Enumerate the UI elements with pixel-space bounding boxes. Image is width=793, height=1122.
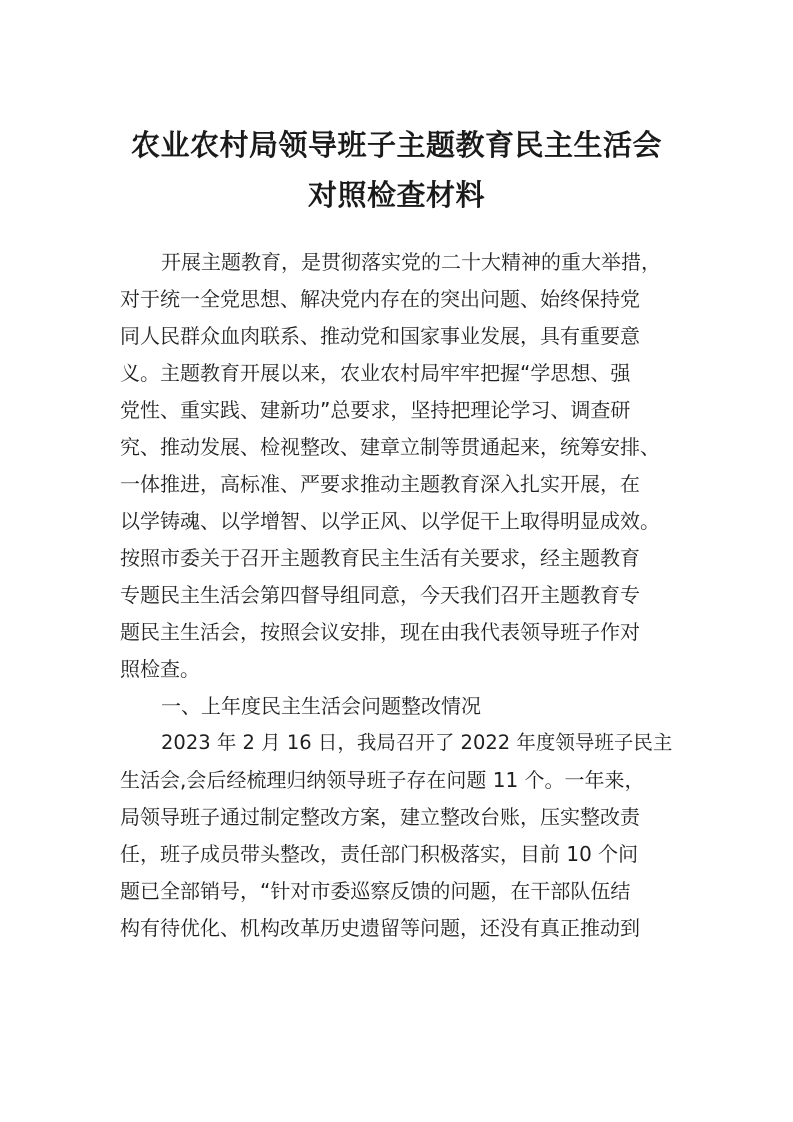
paragraph-line bbox=[0, 468, 793, 505]
paragraph-line bbox=[0, 542, 793, 579]
title-line-1: 农业农村局领导班子主题教育民主生活会 bbox=[130, 128, 662, 162]
line-text: 究、推动发展、检视整改、建章立制等贯通起来，统筹安排、 bbox=[120, 435, 660, 459]
paragraph-line bbox=[0, 616, 793, 653]
paragraph-line bbox=[0, 875, 793, 912]
line-text: 2023 年 2 月 16 日，我局召开了 2022 年度领导班子民主 bbox=[161, 731, 673, 754]
line-text: 照检查。 bbox=[120, 657, 200, 681]
heading-text: 一、上年度民主生活会问题整改情况 bbox=[161, 694, 481, 718]
line-text: 开展主题教育，是贯彻落实党的二十大精神的重大举措， bbox=[161, 250, 661, 274]
paragraph-line bbox=[0, 357, 793, 394]
line-text: 以学铸魂、以学增智、以学正风、以学促干上取得明显成效。 bbox=[120, 509, 660, 533]
line-text: 题民主生活会，按照会议安排，现在由我代表领导班子作对 bbox=[120, 620, 640, 644]
line-text: 构有待优化、机构改革历史遗留等问题，还没有真正推动到 bbox=[120, 916, 640, 940]
paragraph-line bbox=[0, 505, 793, 542]
title-line-2: 对照检查材料 bbox=[307, 178, 485, 212]
line-text: 义。主题教育开展以来，农业农村局牢牢把握“学思想、强 bbox=[120, 361, 631, 385]
paragraph-line bbox=[0, 653, 793, 690]
line-text: 题已全部销号，“针对市委巡察反馈的问题，在干部队伍结 bbox=[120, 879, 631, 903]
line-text: 对于统一全党思想、解决党内存在的突出问题、始终保持党 bbox=[120, 287, 640, 311]
paragraph-line bbox=[0, 764, 793, 801]
line-text: 一体推进，高标准、严要求推动主题教育深入扎实开展，在 bbox=[120, 472, 640, 496]
document-title bbox=[0, 120, 793, 220]
paragraph-line bbox=[0, 727, 793, 764]
paragraph-line bbox=[0, 838, 793, 875]
line-text: 生活会,会后经梳理归纳领导班子存在问题 11 个。一年来， bbox=[120, 768, 645, 792]
paragraph-line bbox=[0, 912, 793, 949]
line-text: 同人民群众血肉联系、推动党和国家事业发展，具有重要意 bbox=[120, 324, 640, 348]
paragraph-line bbox=[0, 579, 793, 616]
paragraph-line bbox=[0, 801, 793, 838]
paragraph-line bbox=[0, 283, 793, 320]
section-heading bbox=[0, 690, 793, 727]
paragraph-line bbox=[0, 246, 793, 283]
paragraph-line bbox=[0, 394, 793, 431]
line-text: 局领导班子通过制定整改方案，建立整改台账，压实整改责 bbox=[120, 805, 640, 829]
paragraph-line bbox=[0, 431, 793, 468]
paragraph-line bbox=[0, 320, 793, 357]
line-text: 按照市委关于召开主题教育民主生活有关要求，经主题教育 bbox=[120, 546, 640, 570]
line-text: 专题民主生活会第四督导组同意，今天我们召开主题教育专 bbox=[120, 583, 640, 607]
line-text: 党性、重实践、建新功”总要求，坚持把理论学习、调查研 bbox=[120, 398, 631, 422]
line-text: 任，班子成员带头整改，责任部门积极落实，目前 10 个问 bbox=[120, 842, 639, 866]
